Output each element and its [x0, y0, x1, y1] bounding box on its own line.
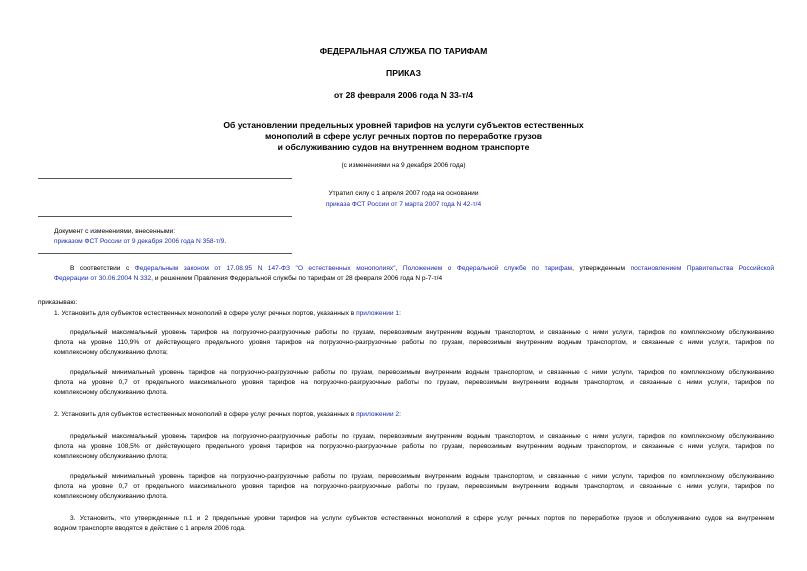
preamble-line-1 — [54, 264, 774, 274]
p1-line-2: флота на уровне 110,9% от действующего предельного уровня тарифов на погрузочно-разгрузочные работы по грузам, перевозимым внутренним водным транспортом, и связанные с ними услуги, тарифов по — [54, 339, 774, 346]
p3-text-1: предельный максимальный уровень тарифов на погрузочно-разгрузочные работы по грузам, перевозимым внутренним водным транспортом, и связанные с ними услуги, тарифов по комплексному обслуживанию — [70, 433, 774, 440]
government-resolution-link-cont[interactable]: Федерации от 30.06.2004 N 332 — [54, 275, 152, 282]
p2-line-2: флота на уровне 0,7 от предельного максимального уровня тарифов на погрузочно-разгрузочные работы по грузам, перевозимым внутренним водным транспортом, и связанные с ними услуги, тарифов по — [54, 379, 774, 386]
fst-regulation-link[interactable]: Положением о Федеральной службе по тарифам — [402, 265, 573, 272]
item-1-max-paragraph — [54, 328, 774, 358]
amendment-note: (с изменениями на 9 декабря 2006 года) — [341, 162, 466, 169]
expired-order-link[interactable]: приказа ФСТ России от 7 марта 2007 года N 42-т/4 — [325, 201, 482, 208]
title-line-3: и обслуживанию судов на внутреннем водном транспорте — [277, 142, 530, 152]
changes-link-line — [54, 238, 226, 245]
item-2-text: 2. Установить для субъектов естественных монополий в сфере услуг речных портов, указанных в — [54, 411, 357, 418]
item-1-min-paragraph — [54, 368, 774, 398]
p1-line-1 — [54, 328, 774, 338]
preamble-text-1: В соответствии с — [70, 265, 135, 272]
divider-top — [38, 178, 292, 179]
p4-line-3: комплексному обслуживанию флота. — [54, 493, 168, 500]
item-1-suffix: : — [399, 310, 401, 317]
item-2-suffix: : — [399, 411, 401, 418]
p4-text-1: предельный минимальный уровень тарифов на погрузочно-разгрузочные работы по грузам, перевозимым внутренним водным транспортом, и связанные с ними услуги, тарифов по комплексному обслуживанию — [70, 473, 774, 480]
changes-order-link[interactable]: приказом ФСТ России от 9 декабря 2006 года N 358-т/9 — [54, 238, 225, 245]
p2-text-1: предельный минимальный уровень тарифов на погрузочно-разгрузочные работы по грузам, перевозимым внутренним водным транспортом, и связанные с ними услуги, тарифов по комплексному обслуживанию — [70, 369, 774, 376]
preamble-line-2 — [54, 274, 774, 284]
title-line-1: Об установлении предельных уровней тарифов на услуги субъектов естественных — [223, 120, 584, 130]
changes-label: Документ с изменениями, внесенными: — [54, 228, 176, 235]
p3-line-2: флота на уровне 108,5% от действующего предельного уровня тарифов на погрузочно-разгрузочные работы по грузам, перевозимым внутренним водным транспортом, и связанные с ними услуги, тарифов по — [54, 443, 774, 450]
document-type: ПРИКАЗ — [386, 68, 421, 78]
document-date-number: от 28 февраля 2006 года N 33-т/4 — [333, 90, 474, 100]
federal-law-link[interactable]: Федеральным законом от 17.08.95 N 147-ФЗ "О естественных монополиях" — [134, 265, 396, 272]
p4-line-2: флота на уровне 0,7 от предельного максимального уровня тарифов на погрузочно-разгрузочные работы по грузам, перевозимым внутренним водным транспортом, и связанные с ними услуги, тарифов по — [54, 483, 774, 490]
title-line-2: монополий в сфере услуг речных портов по переработке грузов — [264, 131, 542, 141]
divider-bottom — [38, 253, 292, 254]
p2-line-3: комплексному обслуживанию флота. — [54, 389, 168, 396]
p3-line-3: комплексному обслуживанию флота; — [54, 453, 168, 460]
p2-line-1 — [54, 368, 774, 378]
preamble-text-2: , — [395, 265, 403, 272]
item-1 — [54, 310, 401, 317]
agency-name: ФЕДЕРАЛЬНАЯ СЛУЖБА ПО ТАРИФАМ — [319, 46, 488, 56]
p3-line-1 — [54, 432, 774, 442]
document-title — [0, 120, 807, 153]
item-2 — [54, 411, 401, 418]
item-3 — [54, 514, 774, 534]
p4-line-1 — [54, 472, 774, 482]
item-2-min-paragraph — [54, 472, 774, 502]
item-2-max-paragraph — [54, 432, 774, 462]
divider-middle — [38, 216, 292, 217]
preamble-text-3: , утвержденным — [572, 265, 631, 272]
item-3-text-1: 3. Установить, что утвержденные п.1 и 2 предельные уровни тарифов на услуги субъектов естественных монополий в сфере услуг речных портов по переработке грузов и обслуживанию судов на внутреннем — [70, 515, 774, 522]
p1-line-3: комплексному обслуживанию флота; — [54, 349, 168, 356]
expired-note: Утратил силу с 1 апреля 2007 года на основании — [328, 190, 479, 197]
prikazyvayu: приказываю: — [38, 299, 78, 306]
p1-text-1: предельный максимальный уровень тарифов на погрузочно-разгрузочные работы по грузам, перевозимым внутренним водным транспортом, и связанные с ними услуги, тарифов по комплексному обслуживанию — [70, 329, 774, 336]
item-3-line-2: водном транспорте вводятся в действие с 1 апреля 2006 года. — [54, 525, 246, 532]
item-1-text: 1. Установить для субъектов естественных монополий в сфере услуг речных портов, указанных в — [54, 310, 357, 317]
item-3-line-1 — [54, 514, 774, 524]
expired-link-line — [0, 201, 807, 208]
preamble-text-4: , и решением Правления Федеральной службы по тарифам от 28 февраля 2006 года N р-7-т/4 — [151, 275, 443, 282]
appendix-2-link[interactable]: приложении 2 — [356, 411, 400, 418]
changes-link-suffix: . — [224, 238, 227, 245]
preamble — [54, 264, 774, 284]
government-resolution-link[interactable]: постановлением Правительства Российской — [630, 265, 775, 272]
appendix-1-link[interactable]: приложении 1 — [356, 310, 400, 317]
